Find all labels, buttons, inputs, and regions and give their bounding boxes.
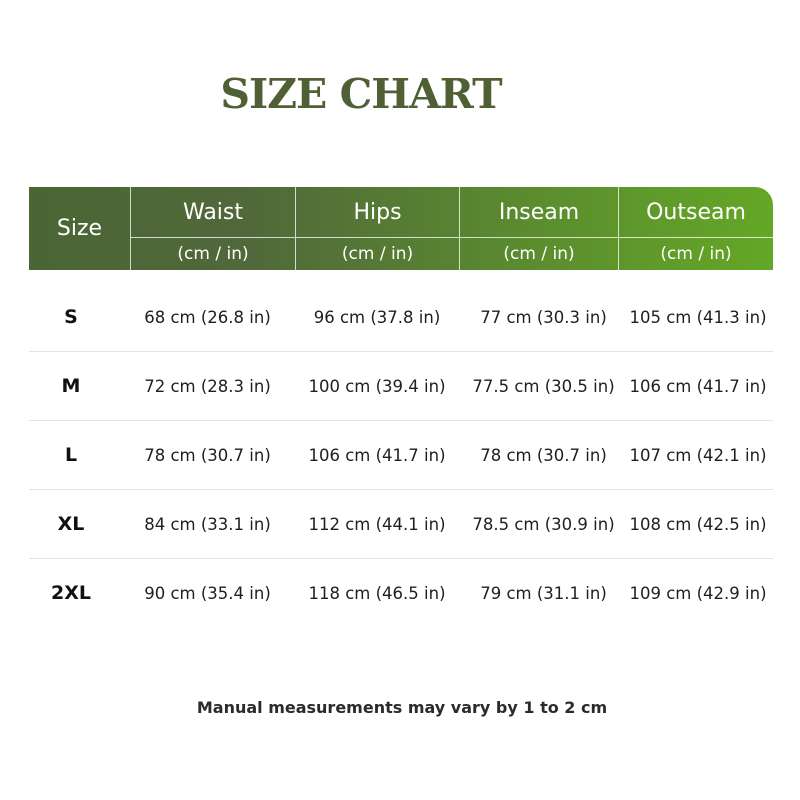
header-col-name: Waist [182, 199, 244, 225]
measurement-note: Manual measurements may vary by 1 to 2 cm [196, 698, 608, 717]
outseam-cell: 107 cm (42.1 in) [629, 445, 767, 465]
waist-cell: 72 cm (28.3 in) [144, 376, 271, 396]
header-col-outseam [618, 187, 773, 270]
page-title: SIZE CHART [220, 70, 502, 118]
size-cell: XL [57, 513, 85, 535]
outseam-cell: 109 cm (42.9 in) [629, 583, 767, 603]
table-row [29, 352, 773, 421]
inseam-cell: 78.5 cm (30.9 in) [472, 514, 615, 534]
outseam-cell: 106 cm (41.7 in) [629, 376, 767, 396]
waist-cell: 84 cm (33.1 in) [144, 514, 271, 534]
hips-cell: 106 cm (41.7 in) [308, 445, 446, 465]
inseam-cell: 77 cm (30.3 in) [480, 307, 607, 327]
header-col-unit: (cm / in) [131, 237, 295, 270]
header-col-unit: (cm / in) [619, 237, 773, 270]
table-row [29, 559, 773, 627]
header-size-label: Size [56, 216, 103, 241]
size-cell: S [64, 306, 78, 328]
size-cell: M [61, 375, 81, 397]
waist-cell: 78 cm (30.7 in) [144, 445, 271, 465]
hips-cell: 118 cm (46.5 in) [308, 583, 446, 603]
header-col-inseam [459, 187, 618, 270]
header-col-name: Inseam [498, 199, 580, 225]
table-row [29, 490, 773, 559]
size-table-body [29, 283, 773, 627]
header-col-name: Outseam [646, 199, 746, 225]
table-row [29, 421, 773, 490]
waist-cell: 68 cm (26.8 in) [144, 307, 271, 327]
outseam-cell: 108 cm (42.5 in) [629, 514, 767, 534]
size-cell: L [64, 444, 78, 466]
table-header [29, 187, 773, 270]
header-col-name: Hips [353, 199, 402, 225]
outseam-cell: 105 cm (41.3 in) [629, 307, 767, 327]
header-col-unit: (cm / in) [296, 237, 459, 270]
table-row [29, 283, 773, 352]
inseam-cell: 79 cm (31.1 in) [480, 583, 607, 603]
header-col-waist [130, 187, 295, 270]
header-col-unit: (cm / in) [460, 237, 618, 270]
waist-cell: 90 cm (35.4 in) [144, 583, 271, 603]
hips-cell: 100 cm (39.4 in) [308, 376, 446, 396]
inseam-cell: 78 cm (30.7 in) [480, 445, 607, 465]
size-cell: 2XL [51, 582, 91, 604]
header-col-hips [295, 187, 459, 270]
hips-cell: 96 cm (37.8 in) [313, 307, 441, 327]
inseam-cell: 77.5 cm (30.5 in) [472, 376, 615, 396]
hips-cell: 112 cm (44.1 in) [308, 514, 446, 534]
